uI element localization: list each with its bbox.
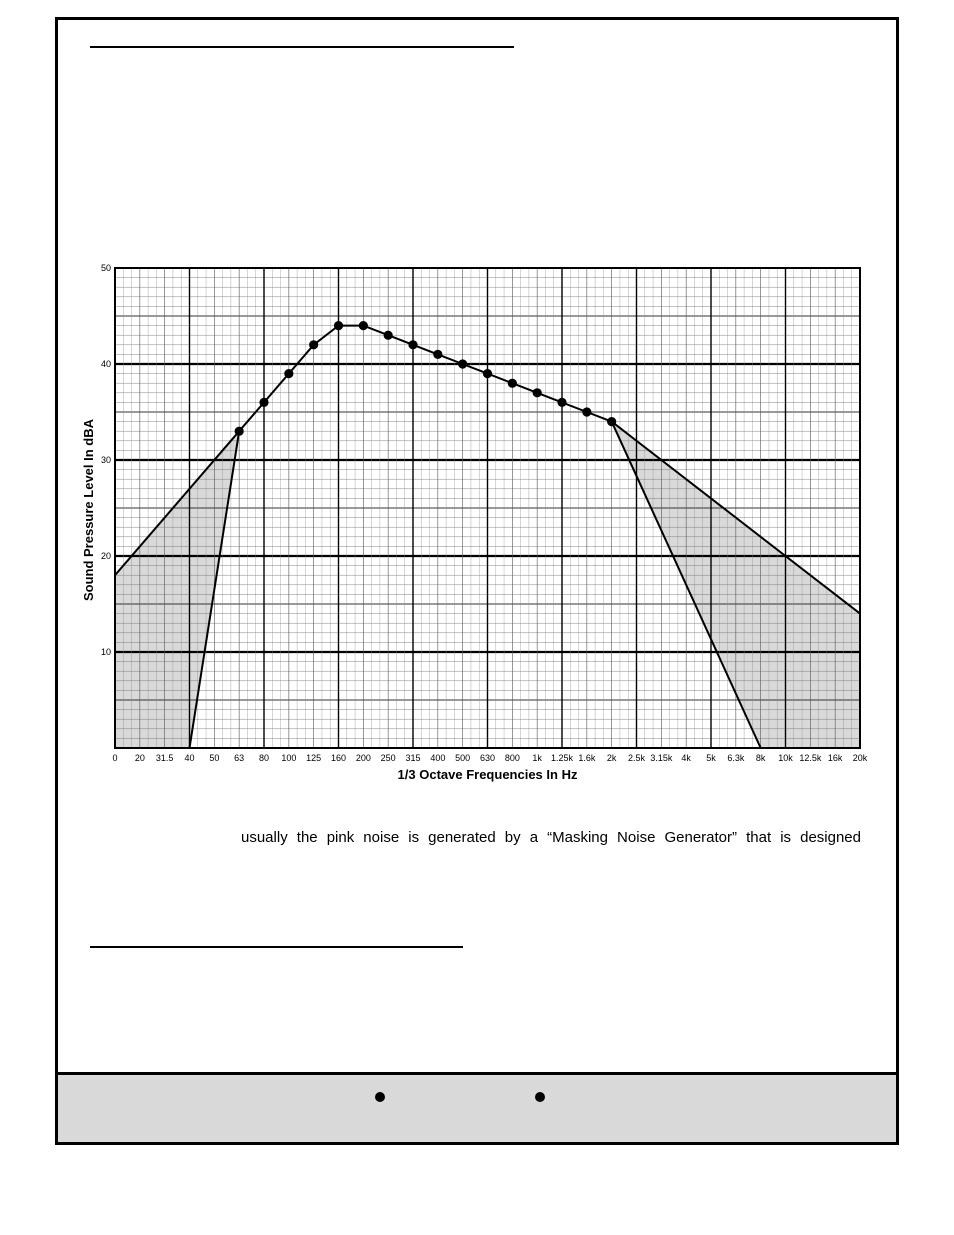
x-tick-label: 800 [504,753,520,763]
x-tick-label: 20k [852,753,868,763]
chart-series [235,321,617,436]
data-point [359,321,368,330]
x-tick-label: 100 [281,753,297,763]
x-tick-label: 125 [306,753,322,763]
x-tick-label: 250 [380,753,396,763]
series-line [239,326,612,432]
data-point [582,407,591,416]
y-tick-label: 10 [100,647,111,657]
bullet-dot-icon [375,1092,385,1102]
x-tick-label: 63 [234,753,245,763]
x-axis-label: 1/3 Octave Frequencies In Hz [397,767,578,782]
x-tick-label: 160 [330,753,347,763]
x-tick-label: 16k [827,753,843,763]
x-tick-label: 10k [778,753,793,763]
x-tick-label: 1.6k [578,753,596,763]
x-tick-label: 500 [455,753,471,763]
x-tick-label: 400 [430,753,446,763]
x-tick-labels [112,753,867,763]
data-point [557,398,566,407]
x-tick-label: 31.5 [155,753,174,763]
x-tick-label: 6.3k [727,753,745,763]
data-point [309,340,318,349]
x-tick-label: 4k [681,753,691,763]
x-tick-label: 315 [405,753,421,763]
data-point [607,417,616,426]
x-tick-label: 40 [184,753,195,763]
data-point [334,321,343,330]
footer-band [58,1072,896,1142]
bullet-dot-icon [535,1092,545,1102]
x-tick-label: 630 [479,753,496,763]
y-axis-label: Sound Pressure Level In dBA [81,418,96,602]
body-text-line: usually the pink noise is generated by a “Masking Noise Generator” that is designed [241,829,861,846]
x-tick-label: 80 [258,753,270,763]
data-point [235,427,244,436]
y-tick-label: 20 [100,551,111,561]
y-tick-labels [101,263,111,657]
x-tick-label: 2.5k [627,753,646,763]
data-point [408,340,417,349]
x-tick-label: 8k [755,753,766,763]
y-tick-label: 30 [100,455,111,465]
x-tick-label: 1k [532,753,542,763]
x-tick-label: 2k [606,753,617,763]
x-tick-label: 5k [706,753,716,763]
x-tick-label: 1.25k [550,753,574,763]
x-tick-label: 200 [355,753,371,763]
section-rule-bottom [90,946,463,948]
data-point [533,388,542,397]
x-tick-label: 3.15k [650,753,673,763]
data-point [384,331,393,340]
data-point [483,369,492,378]
x-tick-label: 50 [209,753,220,763]
data-point [284,369,293,378]
y-tick-label: 40 [100,359,111,369]
data-point [458,359,467,368]
data-point [508,379,517,388]
x-tick-label: 20 [134,753,145,763]
x-tick-label: 12.5k [799,753,822,763]
y-tick-label: 50 [100,263,111,273]
data-point [259,398,268,407]
x-tick-label: 0 [112,753,118,763]
data-point [433,350,442,359]
